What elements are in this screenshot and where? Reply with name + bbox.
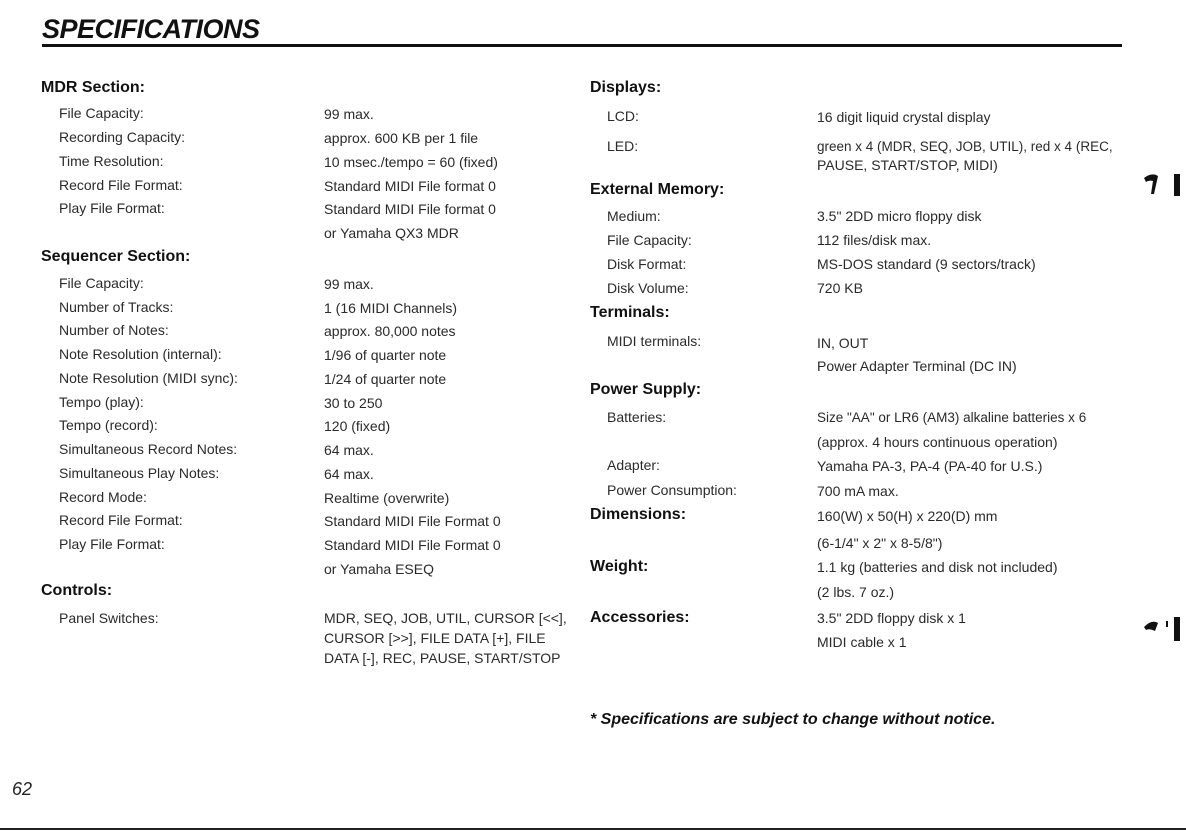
mdr-value: 99 max. — [324, 106, 374, 122]
mdr-value: approx. 600 KB per 1 file — [324, 130, 479, 146]
sequencer-label: Tempo (play): — [59, 394, 144, 410]
scan-mark-icon — [1140, 613, 1184, 643]
power-supply-heading: Power Supply: — [590, 381, 702, 398]
bottom-rule — [0, 828, 1186, 830]
sequencer-value: 99 max. — [324, 276, 374, 292]
dimensions-heading: Dimensions: — [590, 506, 687, 523]
title-rule — [42, 44, 1122, 47]
page-title: SPECIFICATIONS — [42, 14, 260, 44]
external-memory-value: 112 files/disk max. — [817, 232, 932, 248]
sequencer-label: Play File Format: — [59, 536, 165, 552]
power-supply-value: (approx. 4 hours continuous operation) — [817, 434, 1058, 450]
power-supply-value: Size "AA" or LR6 (AM3) alkaline batteries x 6 — [817, 410, 1087, 425]
sequencer-label: Note Resolution (MIDI sync): — [59, 370, 238, 386]
sequencer-value: approx. 80,000 notes — [324, 323, 456, 339]
page-number: 62 — [12, 779, 33, 799]
controls-value-line: DATA [-], REC, PAUSE, START/STOP — [324, 650, 561, 666]
terminals-label: MIDI terminals: — [607, 333, 702, 349]
weight-heading: Weight: — [590, 558, 649, 575]
accessories-value: 3.5" 2DD floppy disk x 1 — [817, 610, 966, 626]
sequencer-label: Number of Notes: — [59, 322, 169, 338]
sequencer-heading: Sequencer Section: — [41, 248, 191, 265]
dimensions-value: 160(W) x 50(H) x 220(D) mm — [817, 508, 998, 524]
power-supply-value: 700 mA max. — [817, 483, 899, 499]
power-supply-value: Yamaha PA-3, PA-4 (PA-40 for U.S.) — [817, 458, 1043, 474]
sequencer-value: 1/96 of quarter note — [324, 347, 447, 363]
sequencer-value: 1 (16 MIDI Channels) — [324, 300, 458, 316]
external-memory-label: Disk Volume: — [607, 280, 689, 296]
mdr-label: Recording Capacity: — [59, 129, 186, 145]
sequencer-label: Simultaneous Play Notes: — [59, 465, 220, 481]
sequencer-value: or Yamaha ESEQ — [324, 561, 434, 577]
sequencer-value: 64 max. — [324, 442, 374, 458]
controls-heading: Controls: — [41, 582, 113, 599]
weight-value: (2 lbs. 7 oz.) — [817, 584, 895, 600]
sequencer-value: 120 (fixed) — [324, 418, 391, 434]
external-memory-heading: External Memory: — [590, 181, 725, 198]
accessories-heading: Accessories: — [590, 609, 690, 626]
displays-value-line: green x 4 (MDR, SEQ, JOB, UTIL), red x 4 (REC, — [817, 139, 1113, 154]
sequencer-value: Standard MIDI File Format 0 — [324, 513, 501, 529]
sequencer-label: Simultaneous Record Notes: — [59, 441, 238, 457]
displays-label: LCD: — [607, 108, 639, 124]
terminals-heading: Terminals: — [590, 304, 670, 321]
specifications-note: * Specifications are subject to change without notice. — [590, 711, 996, 728]
controls-label: Panel Switches: — [59, 610, 159, 626]
accessories-value: MIDI cable x 1 — [817, 634, 907, 650]
mdr-label: Time Resolution: — [59, 153, 164, 169]
external-memory-value: 720 KB — [817, 280, 863, 296]
sequencer-label: Record File Format: — [59, 512, 183, 528]
weight-value: 1.1 kg (batteries and disk not included) — [817, 559, 1058, 575]
power-supply-label: Adapter: — [607, 457, 660, 473]
external-memory-value: 3.5" 2DD micro floppy disk — [817, 208, 982, 224]
mdr-value: 10 msec./tempo = 60 (fixed) — [324, 154, 498, 170]
sequencer-label: File Capacity: — [59, 275, 144, 291]
sequencer-value: Realtime (overwrite) — [324, 490, 450, 506]
sequencer-value: Standard MIDI File Format 0 — [324, 537, 501, 553]
terminals-value: IN, OUT — [817, 335, 869, 351]
scan-mark-icon — [1140, 168, 1184, 198]
sequencer-label: Note Resolution (internal): — [59, 346, 222, 362]
displays-value: 16 digit liquid crystal display — [817, 109, 991, 125]
sequencer-label: Record Mode: — [59, 489, 147, 505]
mdr-value: Standard MIDI File format 0 — [324, 178, 496, 194]
power-supply-label: Power Consumption: — [607, 482, 737, 498]
mdr-heading: MDR Section: — [41, 79, 145, 96]
mdr-label: Play File Format: — [59, 200, 165, 216]
sequencer-value: 30 to 250 — [324, 395, 383, 411]
displays-heading: Displays: — [590, 79, 662, 96]
mdr-value: Standard MIDI File format 0 — [324, 201, 496, 217]
mdr-value: or Yamaha QX3 MDR — [324, 225, 459, 241]
displays-label: LED: — [607, 138, 639, 154]
external-memory-value: MS-DOS standard (9 sectors/track) — [817, 256, 1036, 272]
dimensions-value: (6-1/4" x 2" x 8-5/8") — [817, 535, 943, 551]
power-supply-label: Batteries: — [607, 409, 667, 425]
controls-value-line: MDR, SEQ, JOB, UTIL, CURSOR [<<], — [324, 610, 567, 626]
displays-value-line: PAUSE, START/STOP, MIDI) — [817, 157, 998, 173]
external-memory-label: Medium: — [607, 208, 661, 224]
external-memory-label: Disk Format: — [607, 256, 687, 272]
sequencer-label: Tempo (record): — [59, 417, 158, 433]
controls-value-line: CURSOR [>>], FILE DATA [+], FILE — [324, 630, 546, 646]
sequencer-value: 1/24 of quarter note — [324, 371, 447, 387]
external-memory-label: File Capacity: — [607, 232, 692, 248]
sequencer-value: 64 max. — [324, 466, 374, 482]
terminals-value: Power Adapter Terminal (DC IN) — [817, 358, 1017, 374]
sequencer-label: Number of Tracks: — [59, 299, 174, 315]
mdr-label: Record File Format: — [59, 177, 183, 193]
mdr-label: File Capacity: — [59, 105, 144, 121]
